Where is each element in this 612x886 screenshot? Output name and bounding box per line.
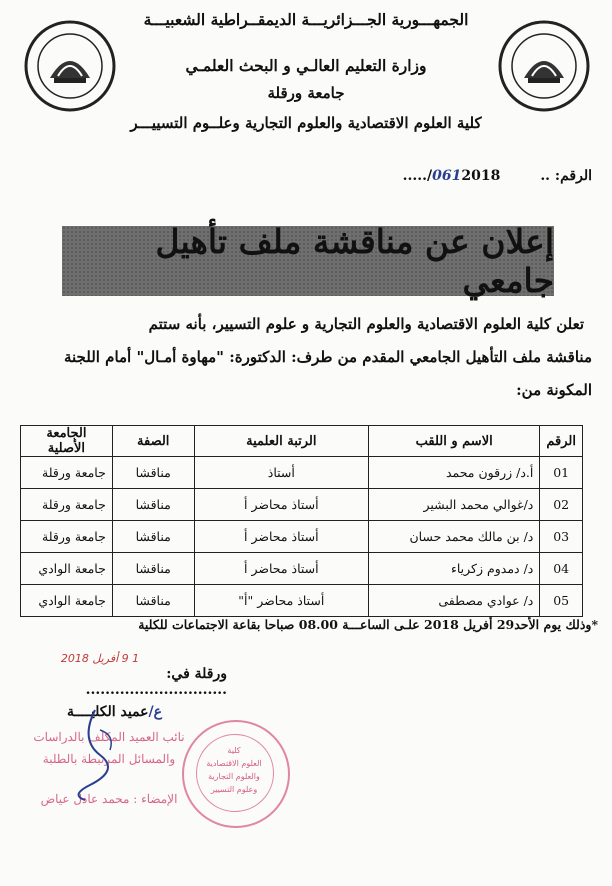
reference-line [272,168,592,184]
cell-university: جامعة الوادي [21,585,113,617]
cell-number: 02 [540,489,583,521]
cell-university: جامعة الوادي [21,553,113,585]
col-university-header: الجامعة الأصلية [21,426,113,457]
table-row [21,585,583,617]
cell-university: جامعة ورقلة [21,489,113,521]
body-line-1: تعلن كلية العلوم الاقتصادية والعلوم التجارية و علوم التسيير، بأنه ستتم [148,315,584,333]
col-role-header: الصفة [112,426,194,457]
faculty-name: كلية العلوم الاقتصادية والعلوم التجارية وعلــوم التسييـــر [130,114,482,132]
cell-university: جامعة ورقلة [21,457,113,489]
cell-name: أ.د/ زرقون محمد [368,457,539,489]
handwritten-signature [40,700,160,810]
university-logo-right [494,16,594,116]
seal-line: وعلوم التسيير [210,785,258,794]
cell-name: د/ بن مالك محمد حسان [368,521,539,553]
committee-table [20,425,583,617]
cell-rank: أستاذ محاضر أ [194,521,368,553]
signature-title: عميد الكليــــة [66,704,149,720]
cell-number: 05 [540,585,583,617]
cell-role: مناقشا [112,521,194,553]
cell-number: 01 [540,457,583,489]
reference-label: الرقم: .. [540,168,592,184]
cell-name: د/ عوادي مصطفى [368,585,539,617]
republic-title: الجمهـــورية الجـــزائريـــة الديمقــراطية الشعبيـــة [143,10,469,29]
stamp-line: والمسائل المرتبطة بالطلبة [42,752,176,766]
announcement-banner [62,222,554,300]
cell-name: د/ دمدوم زكرياء [368,553,539,585]
reference-year: 2018/..... [402,168,501,184]
university-logo-left [20,16,120,116]
faculty-seal-text [196,744,272,796]
cell-role: مناقشا [112,489,194,521]
cell-name: د/غوالي محمد البشير [368,489,539,521]
cell-number: 03 [540,521,583,553]
body-line-2: مناقشة ملف التأهيل الجامعي المقدم من طرف: الدكتورة: "مهاوة أمـال" أمام اللجنة [63,348,592,366]
stamp-line: نائب العميد المكلف بالدراسات [33,730,185,744]
cell-rank: أستاذ محاضر أ [194,489,368,521]
table-row [21,553,583,585]
table-row [21,457,583,489]
table-header-row [21,426,583,457]
place-date-label: ورقلة في: ............................. [85,666,227,698]
announcement-title: إعلان عن مناقشة ملف تأهيل جامعي [155,222,554,300]
stamp-line: الإمضاء : محمد عادل عياض [40,792,178,806]
table-row [21,489,583,521]
cell-role: مناقشا [112,585,194,617]
cell-rank: أستاذ محاضر أ [194,553,368,585]
body-line-3: المكونة من: [516,381,592,399]
defense-date-note: *وذلك يوم الأحد29 أفريل 2018 علـى الساعـــة 08.00 صباحا بقاعة الاجتماعات للكلية [138,617,598,632]
cell-role: مناقشا [112,553,194,585]
cell-number: 04 [540,553,583,585]
date-stamp: 1 9 أفريل 2018 [60,652,140,665]
col-rank-header: الرتبة العلمية [194,426,368,457]
ministry-title: وزارة التعليم العالـي و البحث العلمـي [185,56,427,75]
signature-prefix: ع/ [148,704,162,720]
reference-number: 061 [432,168,462,184]
table-row [21,521,583,553]
seal-line: العلوم الاقتصادية [206,759,262,768]
university-name: جامعة ورقلة [267,84,345,102]
cell-rank: أستاذ [194,457,368,489]
cell-rank: أستاذ محاضر "أ" [194,585,368,617]
col-name-header: الاسم و اللقب [368,426,539,457]
cell-role: مناقشا [112,457,194,489]
col-number-header: الرقم [540,426,583,457]
cell-university: جامعة ورقلة [21,521,113,553]
seal-line: والعلوم التجارية [208,772,260,781]
seal-line: كلية [227,746,241,755]
